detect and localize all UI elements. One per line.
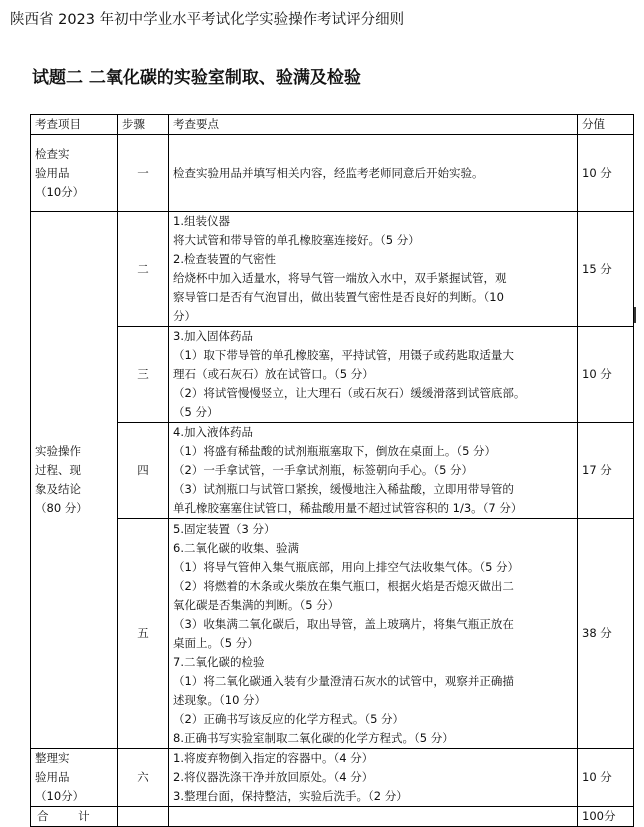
header-score: 分值 <box>578 115 634 135</box>
text-cursor <box>634 307 636 323</box>
item-cell <box>31 135 118 212</box>
points-line: 述现象。（10 分） <box>173 692 267 707</box>
item-line: 验用品 <box>35 770 70 784</box>
item-line: 验用品 <box>35 165 70 180</box>
points-line: 3.加入固体药品 <box>173 329 253 343</box>
score-cell: 38 分 <box>578 519 634 749</box>
scoring-table <box>30 114 634 827</box>
points-line: 4.加入液体药品 <box>173 425 253 439</box>
points-line: 8.正确书写实验室制取二氧化碳的化学方程式。（5 分） <box>173 730 454 745</box>
total-row <box>31 807 634 827</box>
item-cell <box>31 749 118 807</box>
item-line: （80 分） <box>35 501 88 515</box>
total-label-a: 合 <box>37 809 49 823</box>
points-line: 3.整理台面，保持整洁，实验后洗手。（2 分） <box>173 789 408 803</box>
points-line: 氧化碳是否集满的判断。（5 分） <box>173 597 340 612</box>
table-row <box>31 749 634 807</box>
step-cell: 五 <box>118 519 169 749</box>
points-line: （2）正确书写该反应的化学方程式。（5 分） <box>173 711 405 726</box>
points-line: （2）将试管慢慢竖立，让大理石（或石灰石）缓缓滑落到试管底部。 <box>173 386 526 400</box>
points-line: 检查实验用品并填写相关内容，经监考老师同意后开始实验。 <box>173 165 484 180</box>
item-cell <box>31 212 118 749</box>
table-row <box>31 423 634 519</box>
points-line: 6.二氧化碳的收集、验满 <box>173 540 299 555</box>
points-line: （1）取下带导管的单孔橡胶塞，平持试管，用镊子或药匙取适量大 <box>173 348 514 362</box>
score-cell: 10 分 <box>578 327 634 423</box>
exam-question-title: 试题二 二氧化碳的实验室制取、验满及检验 <box>32 68 361 88</box>
header-item: 考查项目 <box>31 115 118 135</box>
points-line: 2.将仪器洗涤干净并放回原处。（4 分） <box>173 770 374 784</box>
score-cell: 17 分 <box>578 423 634 519</box>
points-line: （1）将二氧化碳通入装有少量澄清石灰水的试管中，观察并正确描 <box>173 673 514 688</box>
table-header-row <box>31 115 634 135</box>
points-line: 察导管口是否有气泡冒出，做出装置气密性是否良好的判断。（10 <box>173 290 504 304</box>
score-cell: 10 分 <box>578 749 634 807</box>
points-line: 给烧杯中加入适量水，将导气管一端放入水中，双手紧握试管，观 <box>173 271 507 285</box>
score-cell: 10 分 <box>578 135 634 212</box>
table-row <box>31 135 634 212</box>
item-line: （10分） <box>35 789 85 803</box>
item-line: 整理实 <box>35 751 70 765</box>
item-line: 过程、现 <box>35 463 81 477</box>
step-cell: 六 <box>118 749 169 807</box>
step-cell: 一 <box>118 135 169 212</box>
points-line: 单孔橡胶塞塞住试管口，稀盐酸用量不超过试管容积的 1/3。（7 分） <box>173 501 523 515</box>
points-cell <box>169 519 578 749</box>
points-line: （1）将导气管伸入集气瓶底部，用向上排空气法收集气体。（5 分） <box>173 559 520 574</box>
total-empty-cell <box>169 807 578 827</box>
step-cell: 二 <box>118 212 169 327</box>
item-line: 检查实 <box>35 146 70 161</box>
points-line: （1）将盛有稀盐酸的试剂瓶瓶塞取下，倒放在桌面上。（5 分） <box>173 444 497 458</box>
item-line: 象及结论 <box>35 482 81 496</box>
header-points: 考查要点 <box>169 115 578 135</box>
total-score-cell: 100分 <box>578 807 634 827</box>
table-row <box>31 212 634 327</box>
points-line: 7.二氧化碳的检验 <box>173 654 265 669</box>
points-cell <box>169 423 578 519</box>
points-line: （2）一手拿试管，一手拿试剂瓶，标签朝向手心。（5 分） <box>173 463 474 477</box>
score-cell: 15 分 <box>578 212 634 327</box>
points-line: 将大试管和带导管的单孔橡胶塞连接好。（5 分） <box>173 233 420 247</box>
item-line: 实验操作 <box>35 444 81 458</box>
step-cell: 四 <box>118 423 169 519</box>
points-cell <box>169 212 578 327</box>
points-line: 5.固定装置（3 分） <box>173 521 276 536</box>
points-line: 分） <box>173 309 196 323</box>
points-line: （2）将燃着的木条或火柴放在集气瓶口，根据火焰是否熄灭做出二 <box>173 578 514 593</box>
total-empty-cell <box>118 807 169 827</box>
table-body <box>31 135 634 827</box>
points-line: 理石（或石灰石）放在试管口。（5 分） <box>173 367 374 381</box>
points-line: 2.检查装置的气密性 <box>173 252 276 266</box>
item-line: （10分） <box>35 184 85 199</box>
total-label-cell <box>31 807 118 827</box>
table-row <box>31 519 634 749</box>
points-cell <box>169 135 578 212</box>
header-step: 步骤 <box>118 115 169 135</box>
points-line: 1.组装仪器 <box>173 214 230 228</box>
document-title: 陕西省 2023 年初中学业水平考试化学实验操作考试评分细则 <box>10 12 405 28</box>
total-label-b: 计 <box>78 809 90 823</box>
points-cell <box>169 749 578 807</box>
points-line: 桌面上。（5 分） <box>173 635 259 650</box>
points-line: （3）试剂瓶口与试管口紧挨，缓慢地注入稀盐酸，立即用带导管的 <box>173 482 514 496</box>
table-row <box>31 327 634 423</box>
step-cell: 三 <box>118 327 169 423</box>
points-line: 1.将废弃物倒入指定的容器中。（4 分） <box>173 751 374 765</box>
points-line: （5 分） <box>173 405 219 419</box>
points-line: （3）收集满二氧化碳后，取出导管，盖上玻璃片，将集气瓶正放在 <box>173 616 514 631</box>
points-cell <box>169 327 578 423</box>
